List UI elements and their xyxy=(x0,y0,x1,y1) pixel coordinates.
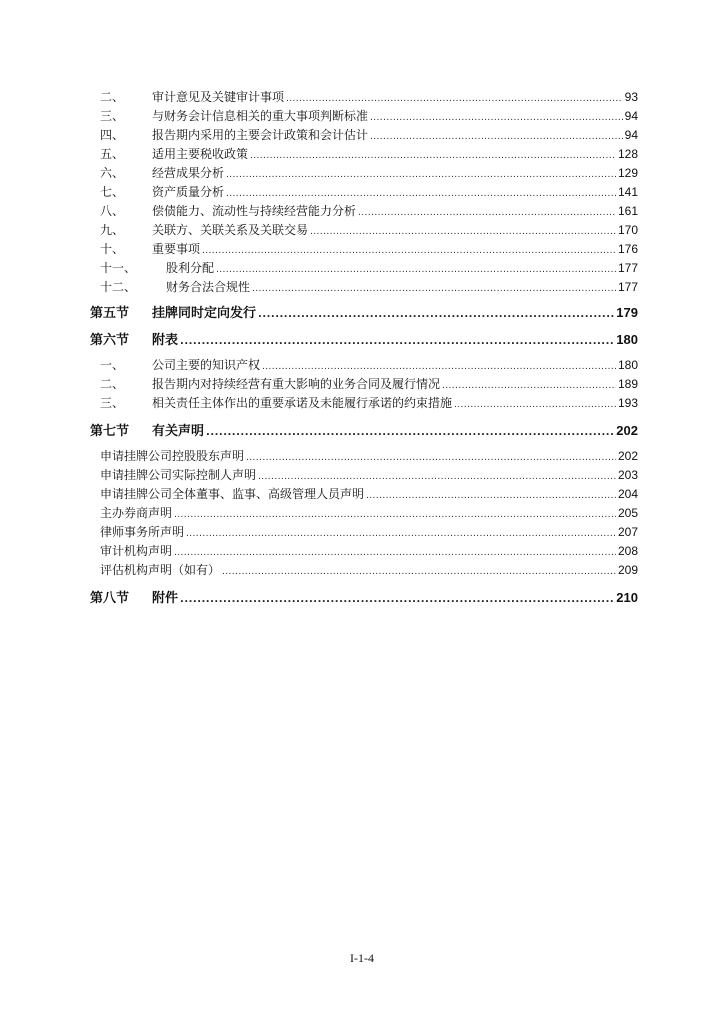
toc-entry-title: 审计意见及关键审计事项 xyxy=(152,90,285,104)
toc-entry-number: 二、 xyxy=(100,90,125,104)
toc-entry-title: 主办券商声明 xyxy=(100,506,173,520)
toc-entry-number: 八、 xyxy=(100,204,125,218)
toc-entry-page: 170 xyxy=(617,223,638,237)
toc-entry[interactable] xyxy=(100,279,638,297)
toc-entry-page: 93 xyxy=(624,90,638,104)
toc-entry-title: 资产质量分析 xyxy=(152,185,225,199)
toc-section-number: 第七节 xyxy=(90,424,130,439)
toc-entry-title: 申请挂牌公司全体董事、监事、高级管理人员声明 xyxy=(100,487,365,501)
toc-entry-page: 204 xyxy=(617,487,638,501)
toc-entry-number: 五、 xyxy=(100,147,125,161)
toc-entry[interactable] xyxy=(100,448,638,466)
toc-entry-title: 重要事项 xyxy=(152,242,201,256)
toc-leader-dots xyxy=(226,167,616,183)
toc-entry[interactable] xyxy=(100,505,638,523)
toc-entry[interactable] xyxy=(100,376,638,394)
toc-entry-number: 十、 xyxy=(100,242,125,256)
toc-leader-dots xyxy=(370,129,623,145)
toc-entry-page: 208 xyxy=(617,544,638,558)
toc-leader-dots xyxy=(252,281,616,297)
toc-entry-page: 176 xyxy=(617,242,638,256)
toc-entry-number: 四、 xyxy=(100,128,125,142)
toc-entry-title: 偿债能力、流动性与持续经营能力分析 xyxy=(152,204,357,218)
toc-entry[interactable] xyxy=(100,357,638,375)
toc-entry[interactable] xyxy=(100,108,638,126)
toc-leader-dots xyxy=(358,205,616,221)
toc-entry[interactable] xyxy=(100,165,638,183)
toc-entry-title: 适用主要税收政策 xyxy=(152,147,249,161)
toc-entry-page: 202 xyxy=(617,449,638,463)
toc-leader-dots xyxy=(226,186,616,202)
toc-section-7[interactable] xyxy=(90,422,638,441)
toc-entry-number: 六、 xyxy=(100,166,125,180)
toc-entry-number: 二、 xyxy=(100,377,125,391)
toc-entry-title: 与财务会计信息相关的重大事项判断标准 xyxy=(152,109,369,123)
toc-entry-title: 审计机构声明 xyxy=(100,544,173,558)
toc-section-title: 附表 xyxy=(152,333,179,348)
toc-section-number: 第六节 xyxy=(90,333,130,348)
toc-section-page: 180 xyxy=(616,332,638,347)
toc-entry-page: 177 xyxy=(617,261,638,275)
toc-entry[interactable] xyxy=(100,260,638,278)
toc-section-5[interactable] xyxy=(90,304,638,323)
toc-entry-number: 十二、 xyxy=(100,280,137,294)
toc-entry-page: 128 xyxy=(617,147,638,161)
toc-entry-title: 公司主要的知识产权 xyxy=(152,358,261,372)
toc-entry-page: 177 xyxy=(617,280,638,294)
toc-entry[interactable] xyxy=(100,184,638,202)
toc-entry-page: 207 xyxy=(617,525,638,539)
toc-leader-dots xyxy=(180,591,614,608)
toc-entry[interactable] xyxy=(100,203,638,221)
toc-entry-title: 经营成果分析 xyxy=(152,166,225,180)
toc-entry[interactable] xyxy=(100,241,638,259)
toc-entry-page: 94 xyxy=(624,109,638,123)
toc-section-number: 第五节 xyxy=(90,306,130,321)
toc-leader-dots xyxy=(250,148,616,164)
toc-entry[interactable] xyxy=(100,395,638,413)
toc-entry-page: 94 xyxy=(624,128,638,142)
toc-entry[interactable] xyxy=(100,486,638,504)
toc-entry-page: 203 xyxy=(617,468,638,482)
toc-section-title: 有关声明 xyxy=(152,424,205,439)
toc-entry-title: 关联方、关联关系及关联交易 xyxy=(152,223,309,237)
toc-leader-dots xyxy=(286,91,623,107)
toc-leader-dots xyxy=(202,243,616,259)
toc-section-title: 挂牌同时定向发行 xyxy=(152,306,257,321)
toc-entry[interactable] xyxy=(100,562,638,580)
toc-entry[interactable] xyxy=(100,543,638,561)
toc-section-6[interactable] xyxy=(90,331,638,350)
toc-entry-page: 193 xyxy=(617,396,638,410)
toc-entry-title: 律师事务所声明 xyxy=(100,525,185,539)
toc-entry-number: 三、 xyxy=(100,396,125,410)
toc-entry-page: 161 xyxy=(617,204,638,218)
toc-entry-number: 三、 xyxy=(100,109,125,123)
toc-entry-page: 189 xyxy=(617,377,638,391)
toc-entry-page: 141 xyxy=(617,185,638,199)
toc-leader-dots xyxy=(442,378,616,394)
toc-leader-dots xyxy=(262,359,616,375)
toc-entry-page: 129 xyxy=(617,166,638,180)
toc-leader-dots xyxy=(370,110,623,126)
toc-entry-title: 报告期内对持续经营有重大影响的业务合同及履行情况 xyxy=(152,377,441,391)
toc-entry-title: 相关责任主体作出的重要承诺及未能履行承诺的约束措施 xyxy=(152,396,453,410)
toc-entry-title: 申请挂牌公司实际控制人声明 xyxy=(100,468,257,482)
toc-entry-number: 一、 xyxy=(100,358,125,372)
toc-entry-number: 九、 xyxy=(100,223,125,237)
toc-section-8[interactable] xyxy=(90,589,638,608)
toc-entry-page: 209 xyxy=(617,563,638,577)
toc-section-title: 附件 xyxy=(152,591,179,606)
toc-entry-page: 205 xyxy=(617,506,638,520)
toc-leader-dots xyxy=(246,450,616,466)
toc-leader-dots xyxy=(180,333,614,350)
toc-entry-title: 评估机构声明（如有） xyxy=(100,563,221,577)
toc-section-page: 202 xyxy=(616,423,638,438)
toc-leader-dots xyxy=(258,469,616,485)
toc-leader-dots xyxy=(454,397,616,413)
toc-section-number: 第八节 xyxy=(90,591,130,606)
toc-section-page: 179 xyxy=(616,305,638,320)
toc-entry[interactable] xyxy=(100,524,638,542)
toc-leader-dots xyxy=(174,545,616,561)
toc-leader-dots xyxy=(222,564,616,580)
toc-entry-title: 申请挂牌公司控股股东声明 xyxy=(100,449,245,463)
toc-leader-dots xyxy=(206,424,614,441)
toc-entry-number: 七、 xyxy=(100,185,125,199)
toc-entry-number: 十一、 xyxy=(100,261,137,275)
page-number-footer: I-1-4 xyxy=(350,951,374,965)
toc-leader-dots xyxy=(174,507,616,523)
toc-section-page: 210 xyxy=(616,590,638,605)
toc-entry-title: 报告期内采用的主要会计政策和会计估计 xyxy=(152,128,369,142)
toc-leader-dots xyxy=(216,262,616,278)
toc-entry-page: 180 xyxy=(617,358,638,372)
toc-leader-dots xyxy=(186,526,616,542)
toc-entry[interactable] xyxy=(100,222,638,240)
toc-entry-title: 股利分配 xyxy=(166,261,215,275)
toc-entry[interactable] xyxy=(100,146,638,164)
toc-leader-dots xyxy=(310,224,616,240)
toc-entry[interactable] xyxy=(100,127,638,145)
toc-entry[interactable] xyxy=(100,89,638,107)
toc-leader-dots xyxy=(258,306,614,323)
toc-entry-title: 财务合法合规性 xyxy=(166,280,251,294)
toc-leader-dots xyxy=(366,488,616,504)
toc-entry[interactable] xyxy=(100,467,638,485)
